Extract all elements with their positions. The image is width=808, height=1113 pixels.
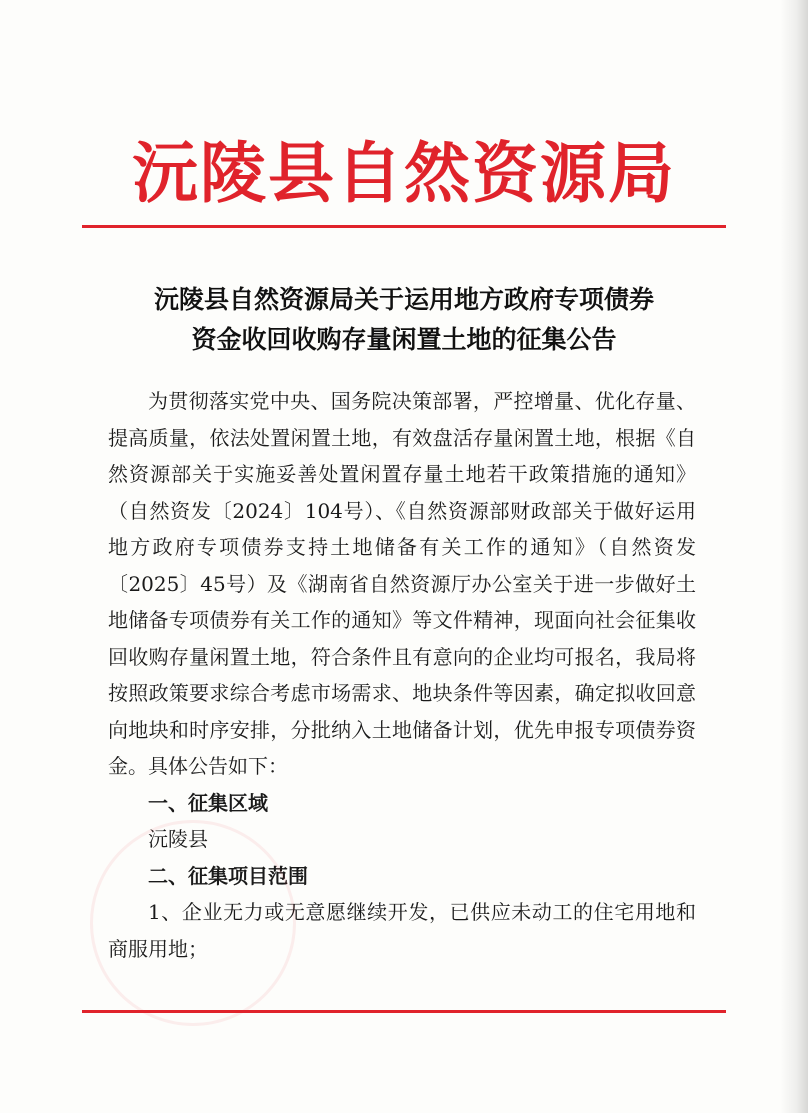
notice-title	[80, 280, 728, 360]
letterhead-red-rule	[82, 225, 726, 228]
notice-title-line-1: 沅陵县自然资源局关于运用地方政府专项债券	[153, 285, 654, 314]
section-2-heading: 二、征集项目范围	[148, 863, 308, 888]
letterhead-org-name: 沅陵县自然资源局	[132, 134, 676, 212]
footer-red-rule	[82, 1010, 726, 1013]
notice-body	[108, 383, 696, 967]
section-1-heading: 一、征集区域	[148, 790, 268, 815]
section-1-text: 沅陵县	[148, 827, 208, 851]
section-2-item-1: 1、企业无力或无意愿继续开发，已供应未动工的住宅用地和商服用地；	[108, 900, 696, 961]
scan-edge-shadow	[780, 0, 808, 1113]
intro-paragraph: 为贯彻落实党中央、国务院决策部署，严控增量、优化存量、提高质量，依法处置闲置土地，有效盘活存量闲置土地，根据《自然资源部关于实施妥善处置闲置存量土地若干政策措施的通知》（自然资发〔2024〕104号）、《自然资源部财政部关于做好运用地方政府专项债券支持土地储备有关工作的通知》（自然资发〔2025〕45号）及《湖南省自然资源厅办公室关于进一步做好土地储备专项债券有关工作的通知》等文件精神，现面向社会征集收回收购存量闲置土地，符合条件且有意向的企业均可报名，我局将按照政策要求综合考虑市场需求、地块条件等因素，确定拟收回意向地块和时序安排，分批纳入土地储备计划，优先申报专项债券资金。具体公告如下：	[108, 389, 696, 778]
notice-title-line-2: 资金收回收购存量闲置土地的征集公告	[191, 325, 617, 354]
